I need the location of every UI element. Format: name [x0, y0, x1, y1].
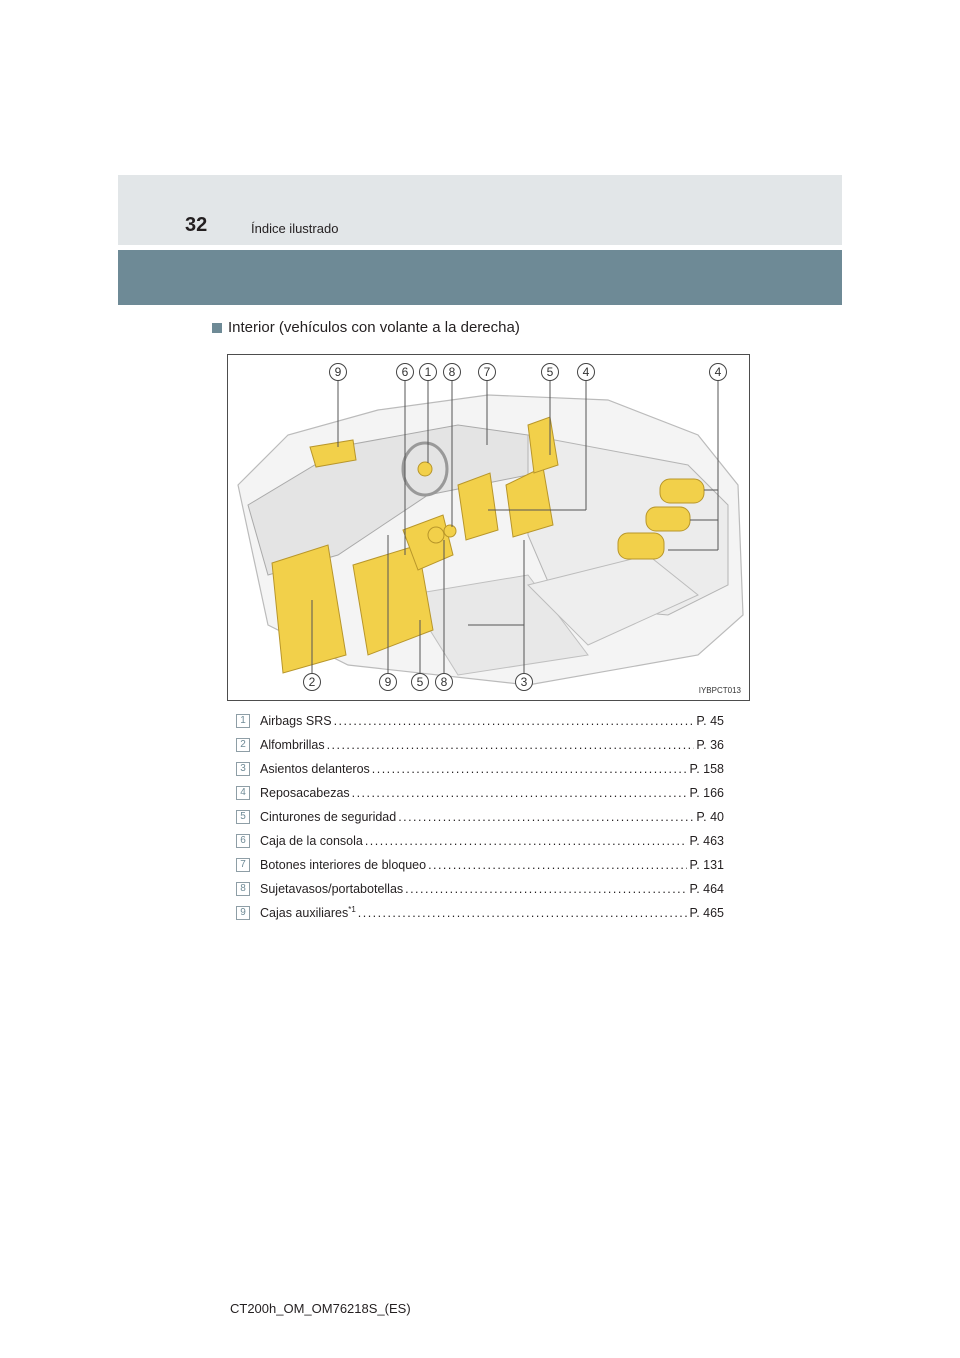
list-item	[236, 781, 724, 805]
callout-4-right: 4	[709, 363, 727, 381]
item-label	[260, 905, 356, 920]
callout-6-top: 6	[396, 363, 414, 381]
item-number: 6	[236, 834, 250, 848]
list-item	[236, 709, 724, 733]
item-number: 8	[236, 882, 250, 896]
callout-8-top: 8	[443, 363, 461, 381]
list-item	[236, 829, 724, 853]
item-label: Reposacabezas	[260, 786, 350, 800]
item-label-text: Cajas auxiliares	[260, 906, 349, 921]
leader-dots	[365, 834, 688, 848]
page-reference-link[interactable]: P. 45	[696, 714, 724, 728]
callout-8-bottom: 8	[435, 673, 453, 691]
footnote-marker: *1	[348, 905, 356, 915]
callout-9-bottom: 9	[379, 673, 397, 691]
leader-dots	[398, 810, 694, 824]
callout-7-top: 7	[478, 363, 496, 381]
item-number: 4	[236, 786, 250, 800]
item-number: 5	[236, 810, 250, 824]
page-reference-link[interactable]: P. 158	[689, 762, 724, 776]
subsection-heading	[212, 319, 520, 336]
leader-dots	[372, 762, 688, 776]
page-reference-link[interactable]: P. 464	[689, 882, 724, 896]
list-item	[236, 901, 724, 925]
callout-5-top: 5	[541, 363, 559, 381]
item-number: 9	[236, 906, 250, 920]
item-label: Asientos delanteros	[260, 762, 370, 776]
page-reference-link[interactable]: P. 131	[689, 858, 724, 872]
leader-dots	[358, 906, 688, 920]
subsection-title: Interior (vehículos con volante a la derecha)	[228, 319, 520, 336]
list-item	[236, 853, 724, 877]
item-number: 1	[236, 714, 250, 728]
callout-3-bottom: 3	[515, 673, 533, 691]
item-number: 7	[236, 858, 250, 872]
page-reference-link[interactable]: P. 166	[689, 786, 724, 800]
leader-dots	[327, 738, 695, 752]
square-bullet-icon	[212, 323, 222, 333]
leader-dots	[405, 882, 687, 896]
page-reference-link[interactable]: P. 36	[696, 738, 724, 752]
callout-1-top: 1	[419, 363, 437, 381]
page-number: 32	[185, 214, 208, 236]
item-label: Airbags SRS	[260, 714, 332, 728]
item-label: Alfombrillas	[260, 738, 325, 752]
callout-2-bottom: 2	[303, 673, 321, 691]
interior-illustration	[227, 354, 750, 701]
leader-dots	[334, 714, 695, 728]
list-item	[236, 805, 724, 829]
list-item	[236, 757, 724, 781]
item-label: Botones interiores de bloqueo	[260, 858, 427, 872]
item-list	[236, 709, 724, 925]
item-label: Caja de la consola	[260, 834, 363, 848]
callout-5-bottom: 5	[411, 673, 429, 691]
page-reference-link[interactable]: P. 463	[689, 834, 724, 848]
callout-4-top: 4	[577, 363, 595, 381]
page-reference-link[interactable]: P. 40	[696, 810, 724, 824]
list-item	[236, 877, 724, 901]
header-band	[118, 175, 842, 245]
header-bar	[118, 250, 842, 305]
callout-9-top: 9	[329, 363, 347, 381]
item-number: 2	[236, 738, 250, 752]
item-label: Cinturones de seguridad	[260, 810, 397, 824]
list-item	[236, 733, 724, 757]
car-interior-drawing	[228, 355, 750, 701]
item-label: Sujetavasos/portabotellas	[260, 882, 404, 896]
section-title: Índice ilustrado	[251, 221, 339, 236]
page-reference-link[interactable]: P. 465	[689, 906, 724, 920]
footer-document-code: CT200h_OM_OM76218S_(ES)	[230, 1301, 411, 1316]
leader-dots	[352, 786, 688, 800]
leader-dots	[428, 858, 687, 872]
item-number: 3	[236, 762, 250, 776]
figure-code: IYBPCT013	[698, 686, 741, 695]
